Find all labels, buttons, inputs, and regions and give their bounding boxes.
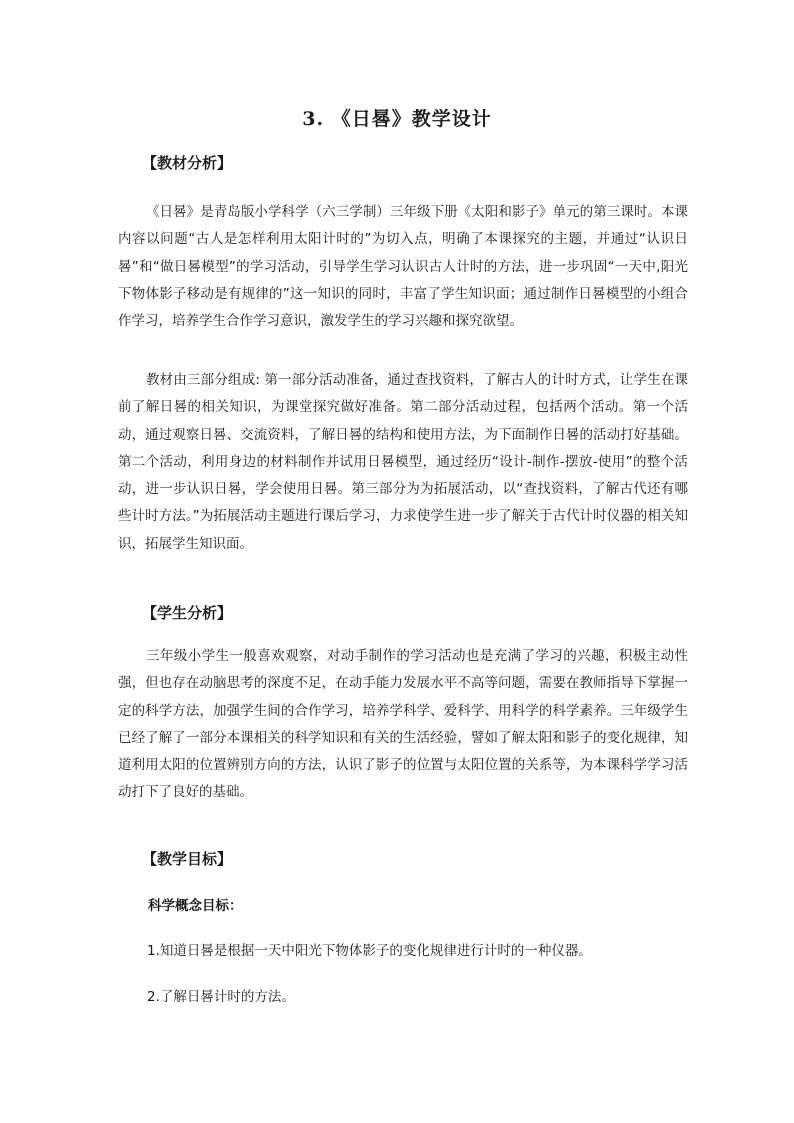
section-heading-student-analysis: 【学生分析】 — [142, 604, 233, 622]
material-paragraph-1: 《日晷》是青岛版小学科学（六三学制）三年级下册《太阳和影子》单元的第三课时。本课内容以问题“古人是怎样利用太阳计时的”为切入点，明确了本课探究的主题，并通过“认识日晷”和“做日晷模型”的学习活动，引导学生学习认识古人计时的方法，进一步巩固“一天中,阳光下物体影子移动是有规律的”这一知识的同时，丰富了学生知识面；通过制作日晷模型的小组合作学习，培养学生合作学习意识，激发学生的学习兴趣和探究欲望。 — [118, 204, 688, 330]
section-heading-material-analysis: 【教材分析】 — [142, 154, 233, 172]
goal-item-2: 2.了解日晷计时的方法。 — [147, 989, 295, 1005]
goal-item-1: 1.知道日晷是根据一天中阳光下物体影子的变化规律进行计时的一种仪器。 — [147, 943, 592, 959]
subheading-science-concept-goals: 科学概念目标： — [148, 898, 243, 914]
section-heading-teaching-goals: 【教学目标】 — [142, 850, 233, 868]
document-title: 3. 《日晷》教学设计 — [302, 108, 492, 130]
material-paragraph-2: 教材由三部分组成: 第一部分活动准备，通过查找资料，了解古人的计时方式，让学生在课前了解日晷的相关知识，为课堂探究做好准备。第二部分活动过程，包括两个活动。第一个活动，通过观察日晷、交流资料，了解日晷的结构和使用方法，为下面制作日晷的活动打好基础。第二个活动，利用身边的材料制作并试用日晷模型，通过经历“设计-制作-摆放-使用”的整个活动，进一步认识日晷，学会使用日晷。第三部分为为拓展活动，以“查找资料，了解古代还有哪些计时方法。”为拓展活动主题进行课后学习，力求使学生进一步了解关于古代计时仪器的相关知识，拓展学生知识面。 — [118, 372, 688, 552]
student-paragraph: 三年级小学生一般喜欢观察，对动手制作的学习活动也是充满了学习的兴趣，积极主动性强，但也存在动脑思考的深度不足，在动手能力发展水平不高等问题，需要在教师指导下掌握一定的科学方法，加强学生间的合作学习，培养学科学、爱科学、用科学的科学素养。三年级学生已经了解了一部分本课相关的科学知识和有关的生活经验，譬如了解太阳和影子的变化规律，知道利用太阳的位置辨别方向的方法，认识了影子的位置与太阳位置的关系等，为本课科学学习活动打下了良好的基础。 — [118, 648, 688, 801]
